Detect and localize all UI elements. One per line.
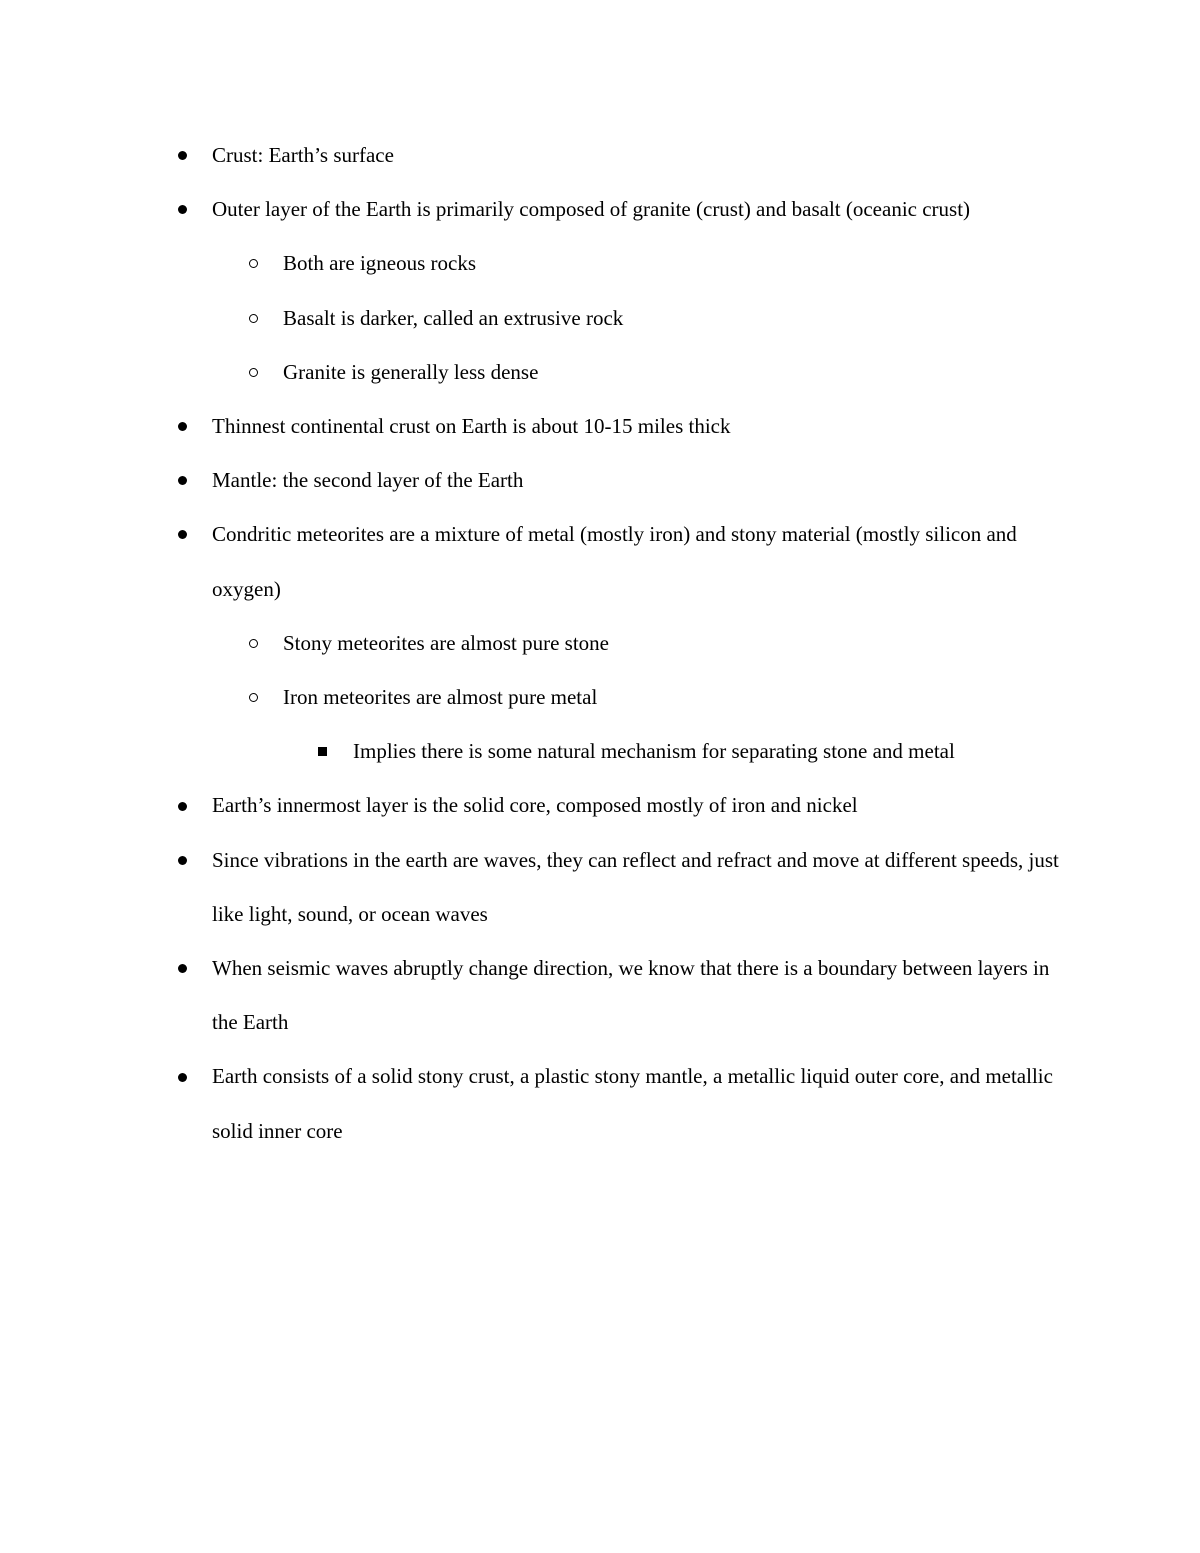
bullet-circle-icon <box>249 670 258 724</box>
list-item <box>0 833 1200 941</box>
list-item-text: Mantle: the second layer of the Earth <box>212 468 524 493</box>
bullet-disc-icon <box>178 399 187 453</box>
bullet-circle-icon <box>249 291 258 345</box>
bullet-circle-icon <box>249 345 258 399</box>
bullet-disc-icon <box>178 778 187 832</box>
list-item-text: Both are igneous rocks <box>283 251 477 276</box>
list-item-text: Basalt is darker, called an extrusive rock <box>283 305 624 330</box>
list-item-text: Implies there is some natural mechanism for separating stone and metal <box>353 739 955 764</box>
notes-list <box>0 128 1200 1158</box>
list-item-text: Earth’s innermost layer is the solid core, composed mostly of iron and nickel <box>212 793 858 818</box>
bullet-disc-icon <box>178 507 187 561</box>
list-item <box>0 399 1200 453</box>
list-item <box>0 236 1200 290</box>
list-item <box>0 453 1200 507</box>
bullet-circle-icon <box>249 616 258 670</box>
list-item-text: Granite is generally less dense <box>283 359 539 384</box>
list-item <box>0 724 1200 778</box>
bullet-disc-icon <box>178 941 187 995</box>
bullet-square-icon <box>318 724 327 778</box>
list-item-text: Earth consists of a solid stony crust, a plastic stony mantle, a metallic liquid outer core, and metallic solid inner core <box>212 1064 1053 1143</box>
list-item <box>0 778 1200 832</box>
list-item <box>0 616 1200 670</box>
list-item-text: Iron meteorites are almost pure metal <box>283 685 598 710</box>
list-item <box>0 670 1200 724</box>
bullet-disc-icon <box>178 182 187 236</box>
list-item <box>0 182 1200 236</box>
list-item <box>0 345 1200 399</box>
bullet-disc-icon <box>178 453 187 507</box>
list-item <box>0 1049 1200 1157</box>
list-item-text: Stony meteorites are almost pure stone <box>283 630 610 655</box>
list-item-text: Thinnest continental crust on Earth is about 10-15 miles thick <box>212 414 731 439</box>
list-item <box>0 128 1200 182</box>
list-item <box>0 941 1200 1049</box>
bullet-circle-icon <box>249 236 258 290</box>
bullet-disc-icon <box>178 833 187 887</box>
bullet-disc-icon <box>178 1049 187 1103</box>
list-item-text: Crust: Earth’s surface <box>212 143 394 167</box>
bullet-disc-icon <box>178 128 187 182</box>
list-item-text: Since vibrations in the earth are waves, they can reflect and refract and move at different speeds, just like light, sound, or ocean waves <box>212 847 1059 926</box>
list-item-text: Outer layer of the Earth is primarily composed of granite (crust) and basalt (oceanic crust) <box>212 197 971 222</box>
list-item <box>0 507 1200 615</box>
list-item-text: When seismic waves abruptly change direction, we know that there is a boundary between layers in the Earth <box>212 956 1050 1035</box>
list-item <box>0 291 1200 345</box>
list-item-text: Condritic meteorites are a mixture of metal (mostly iron) and stony material (mostly silicon and oxygen) <box>212 522 1017 601</box>
